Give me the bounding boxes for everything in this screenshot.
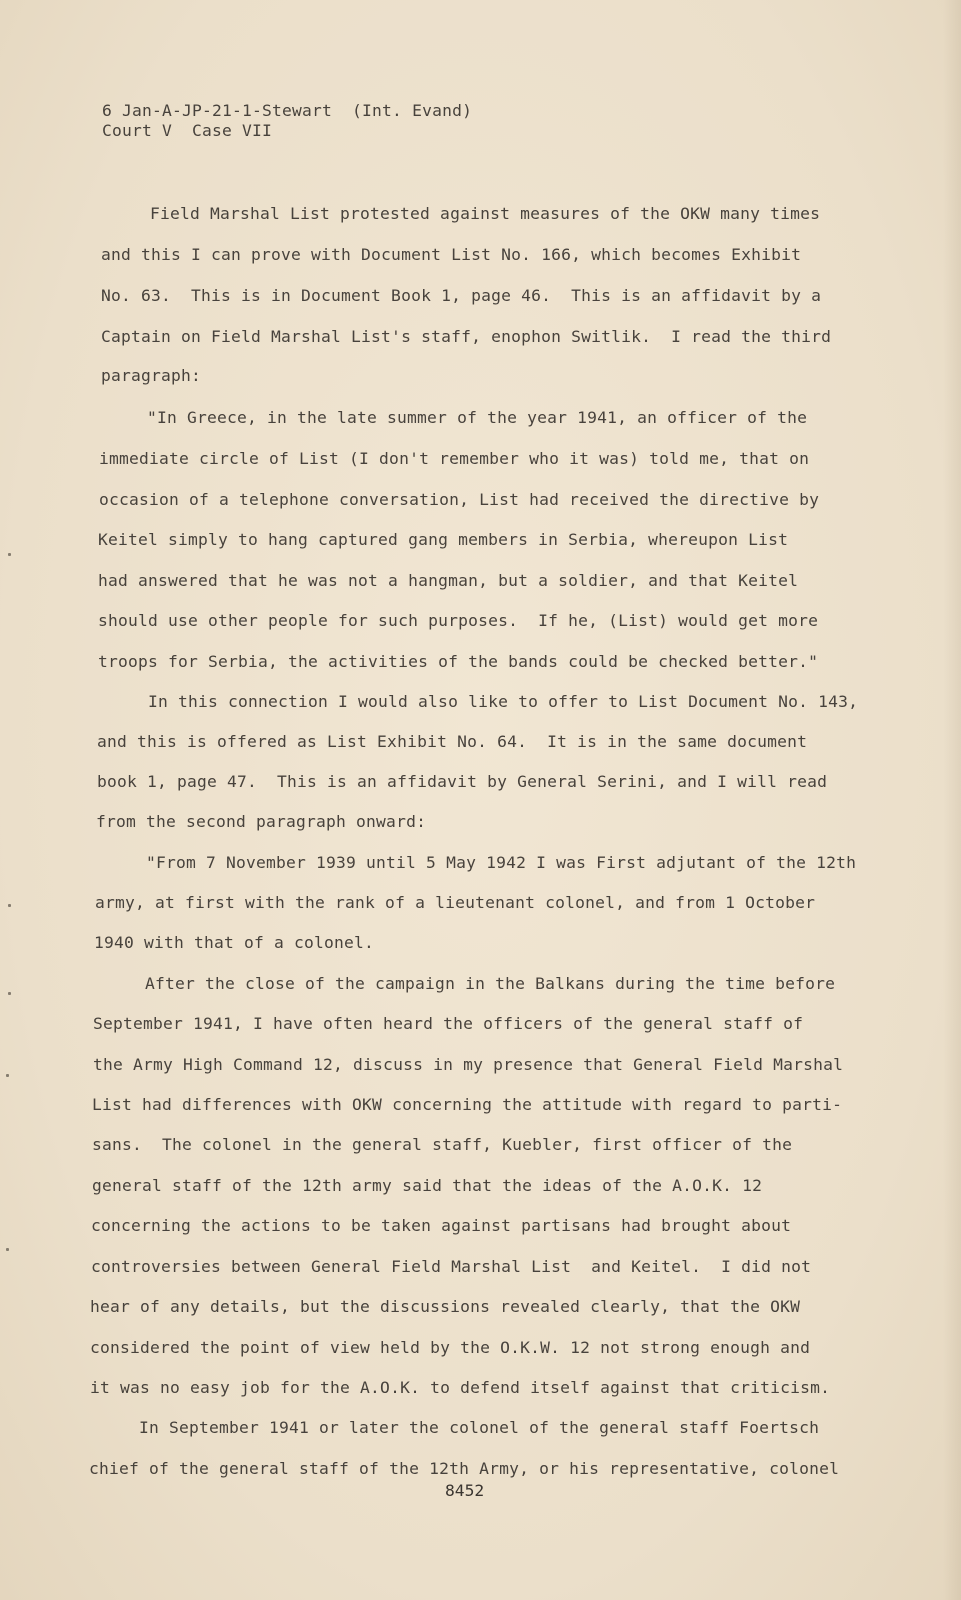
body-line: In this connection I would also like to offer to List Document No. 143, — [148, 692, 859, 711]
quote-line: In September 1941 or later the colonel of the general staff Foertsch — [139, 1418, 820, 1437]
quote-line: controversies between General Field Marshal List and Keitel. I did not — [91, 1257, 812, 1276]
header-line-2: Court V Case VII — [102, 121, 273, 140]
quote-line: troops for Serbia, the activities of the bands could be checked better." — [98, 652, 819, 671]
quote-line: "In Greece, in the late summer of the year 1941, an officer of the — [147, 408, 808, 427]
quote-line: concerning the actions to be taken against partisans had brought about — [91, 1216, 792, 1235]
quote-line: 1940 with that of a colonel. — [94, 933, 375, 952]
quote-line: September 1941, I have often heard the officers of the general staff of — [93, 1014, 804, 1033]
page-number: 8452 — [445, 1481, 485, 1500]
body-line: No. 63. This is in Document Book 1, page 46. This is an affidavit by a — [101, 286, 822, 305]
body-line: and this is offered as List Exhibit No. 64. It is in the same document — [97, 732, 808, 751]
quote-line: chief of the general staff of the 12th Army, or his representative, colonel — [89, 1459, 840, 1478]
quote-line: immediate circle of List (I don't remember who it was) told me, that on — [99, 449, 810, 468]
body-line: Field Marshal List protested against measures of the OKW many times — [150, 204, 821, 223]
quote-line: After the close of the campaign in the Balkans during the time before — [145, 974, 836, 993]
body-line: paragraph: — [101, 366, 202, 385]
body-line: and this I can prove with Document List No. 166, which becomes Exhibit — [101, 245, 802, 264]
body-line: book 1, page 47. This is an affidavit by General Serini, and I will read — [97, 772, 828, 791]
quote-line: general staff of the 12th army said that the ideas of the A.O.K. 12 — [92, 1176, 763, 1195]
quote-line: occasion of a telephone conversation, List had received the directive by — [99, 490, 820, 509]
quote-line: had answered that he was not a hangman, but a soldier, and that Keitel — [98, 571, 799, 590]
quote-line: should use other people for such purposes. If he, (List) would get more — [98, 611, 819, 630]
margin-mark — [8, 904, 11, 907]
quote-line: the Army High Command 12, discuss in my presence that General Field Marshal — [93, 1055, 844, 1074]
quote-line: considered the point of view held by the O.K.W. 12 not strong enough and — [90, 1338, 811, 1357]
margin-mark — [8, 553, 11, 556]
margin-mark — [8, 992, 11, 995]
page-edge-shadow — [943, 0, 961, 1600]
margin-mark — [6, 1248, 9, 1251]
body-line: Captain on Field Marshal List's staff, enophon Switlik. I read the third — [101, 327, 832, 346]
quote-line: hear of any details, but the discussions revealed clearly, that the OKW — [90, 1297, 801, 1316]
body-line: from the second paragraph onward: — [96, 812, 427, 831]
margin-mark — [6, 1074, 9, 1077]
quote-line: sans. The colonel in the general staff, Kuebler, first officer of the — [92, 1135, 793, 1154]
quote-line: Keitel simply to hang captured gang members in Serbia, whereupon List — [98, 530, 789, 549]
quote-line: army, at first with the rank of a lieutenant colonel, and from 1 October — [95, 893, 816, 912]
quote-line: it was no easy job for the A.O.K. to defend itself against that criticism. — [90, 1378, 831, 1397]
header-line-1: 6 Jan-A-JP-21-1-Stewart (Int. Evand) — [102, 101, 473, 120]
quote-line: List had differences with OKW concerning the attitude with regard to parti- — [92, 1095, 843, 1114]
quote-line: "From 7 November 1939 until 5 May 1942 I was First adjutant of the 12th — [146, 853, 857, 872]
